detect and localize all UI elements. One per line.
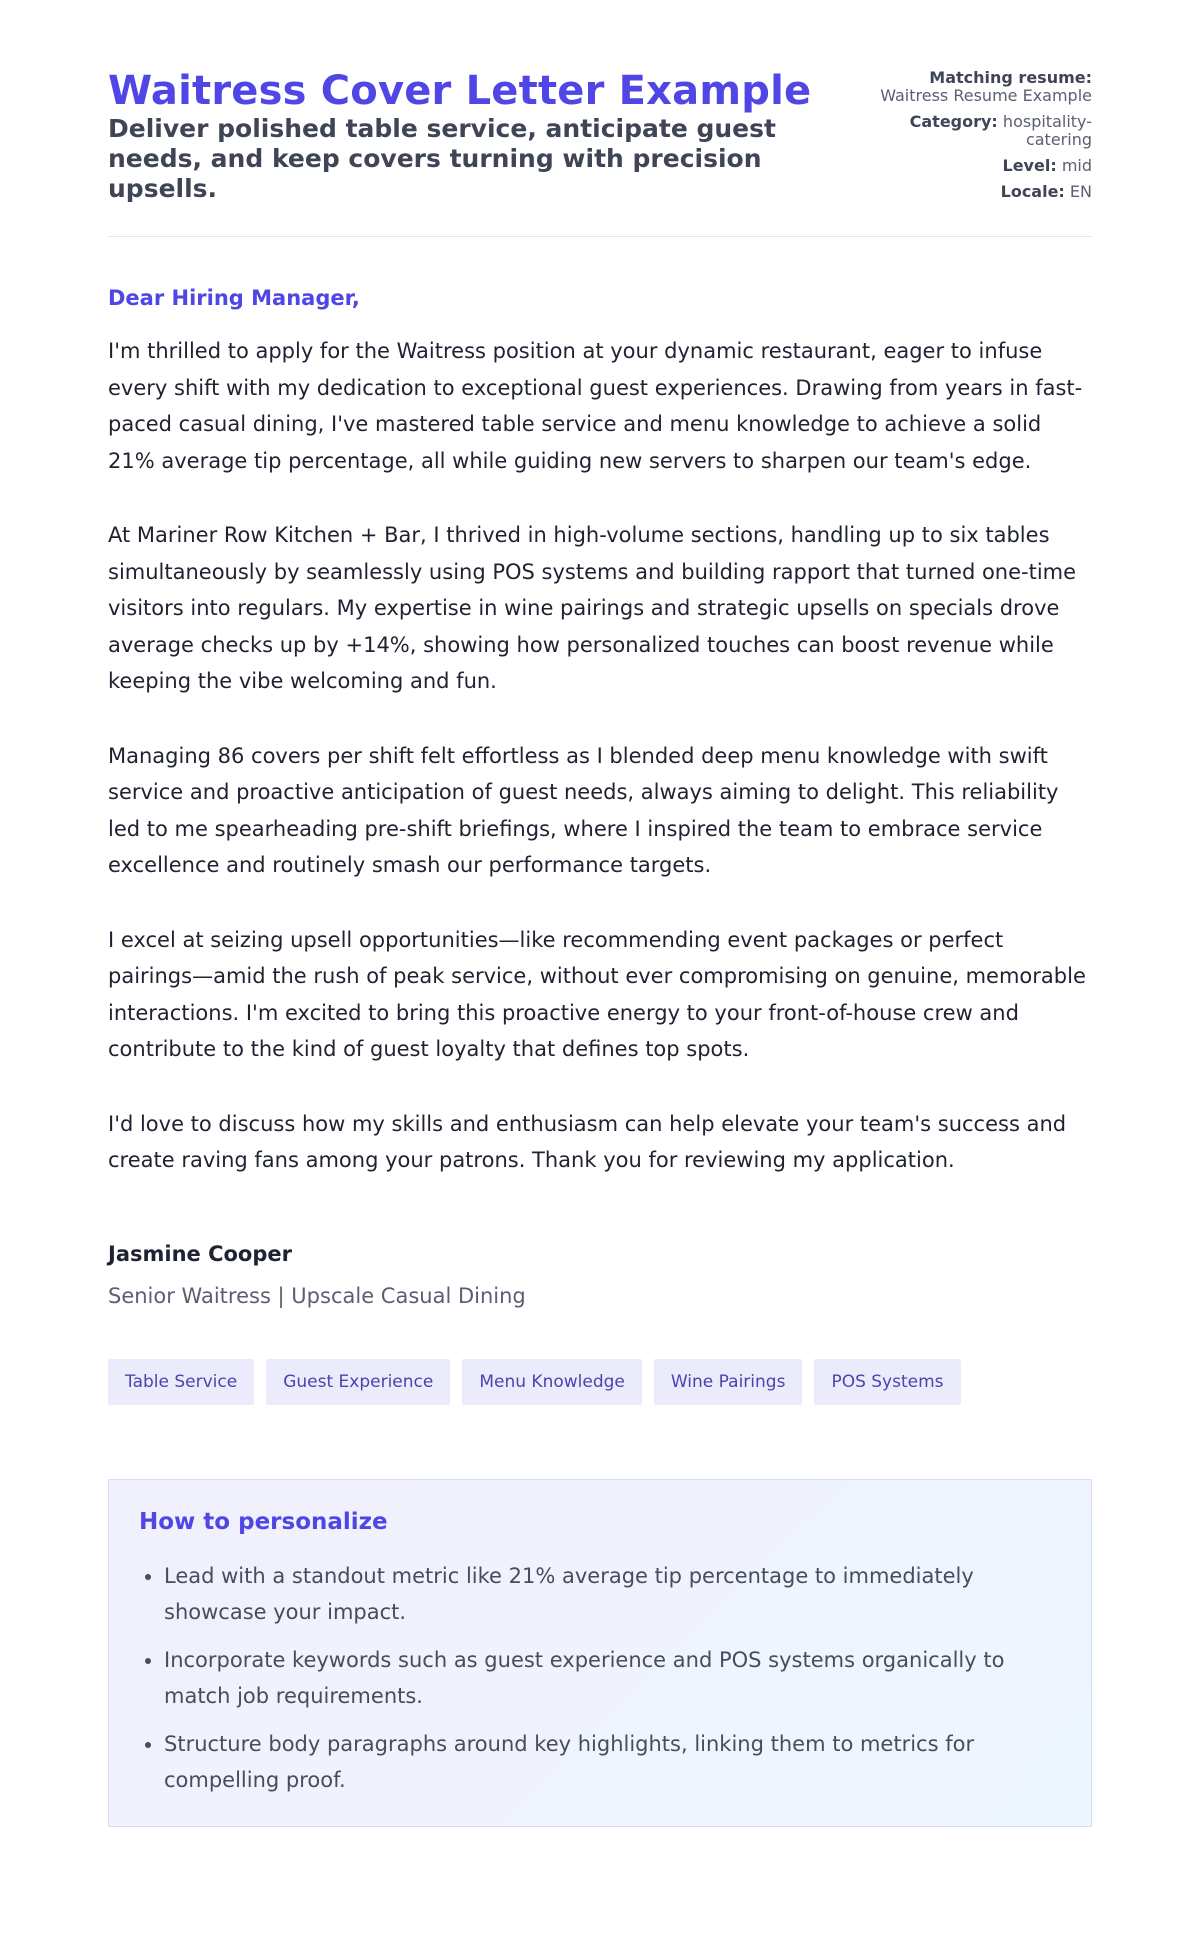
title-block [108, 68, 828, 204]
skill-tag: Wine Pairings [654, 1359, 803, 1405]
letter-paragraph: I'd love to discuss how my skills and enthusiasm can help elevate your team's success and create raving fans among your patrons. Thank you for reviewing my application. [108, 1111, 1067, 1172]
letter-greeting: Dear Hiring Manager, [108, 286, 360, 310]
signature-block [108, 1241, 1092, 1309]
tip-item: • Lead with a standout metric like 21% average tip percentage to immediately showcase your impact. [164, 1558, 1061, 1630]
skill-tag: Table Service [108, 1359, 254, 1405]
signature-role: Senior Waitress | Upscale Casual Dining [108, 1283, 526, 1308]
page-title: Waitress Cover Letter Example [108, 68, 812, 114]
meta-category-value: hospitality-catering [1002, 112, 1092, 149]
tips-title: How to personalize [139, 1508, 388, 1535]
letter-body [108, 285, 1092, 1309]
personalize-tips-box [108, 1479, 1092, 1827]
skill-tag: Menu Knowledge [462, 1359, 642, 1405]
meta-level-value: mid [1061, 156, 1092, 175]
meta-matching-resume-value: Waitress Resume Example [880, 86, 1092, 105]
skill-tag: Guest Experience [266, 1359, 450, 1405]
tip-item: • Structure body paragraphs around key highlights, linking them to metrics for compelling proof. [164, 1726, 1061, 1798]
tip-item: • Incorporate keywords such as guest experience and POS systems organically to match job requirements. [164, 1642, 1061, 1714]
meta-level-label: Level: [1002, 156, 1057, 175]
meta-panel [852, 68, 1092, 201]
meta-matching-resume [852, 69, 1092, 105]
letter-paragraph: I'm thrilled to apply for the Waitress position at your dynamic restaurant, eager to infuse every shift with my dedication to exceptional guest experiences. Drawing from years in fast-paced casual dining, I've mastered table service and menu knowledge to achieve a solid 21% average tip percentage, all while guiding new servers to sharpen our team's edge. [108, 339, 1083, 473]
meta-matching-resume-label: Matching resume: [929, 68, 1092, 87]
page-header [108, 68, 1092, 237]
meta-level [852, 157, 1092, 175]
meta-locale [852, 183, 1092, 201]
skill-tag: POS Systems [814, 1359, 960, 1405]
meta-category-label: Category: [909, 112, 998, 131]
meta-category [852, 113, 1092, 149]
tips-list [139, 1558, 1061, 1798]
page-subtitle: Deliver polished table service, anticipate guest needs, and keep covers turning with precision upsells. [108, 114, 776, 203]
skill-tags [108, 1359, 1092, 1405]
letter-paragraph: I excel at seizing upsell opportunities—like recommending event packages or perfect pairings—amid the rush of peak service, without ever compromising on genuine, memorable interactions. I'm excited to bring this proactive energy to your front-of-house crew and contribute to the kind of guest loyalty that defines top spots. [108, 927, 1086, 1061]
meta-locale-label: Locale: [1000, 182, 1065, 201]
letter-paragraph: Managing 86 covers per shift felt effortless as I blended deep menu knowledge with swift service and proactive anticipation of guest needs, always aiming to delight. This reliability led to me spearheading pre-shift briefings, where I inspired the team to embrace service excellence and routinely smash our performance targets. [108, 743, 1059, 877]
letter-paragraph: At Mariner Row Kitchen + Bar, I thrived in high-volume sections, handling up to six tables simultaneously by seamlessly using POS systems and building rapport that turned one-time visitors into regulars. My expertise in wine pairings and strategic upsells on specials drove average checks up by +14%, showing how personalized touches can boost revenue while keeping the vibe welcoming and fun. [108, 523, 1077, 693]
signature-name: Jasmine Cooper [108, 1241, 292, 1266]
meta-locale-value: EN [1069, 182, 1092, 201]
